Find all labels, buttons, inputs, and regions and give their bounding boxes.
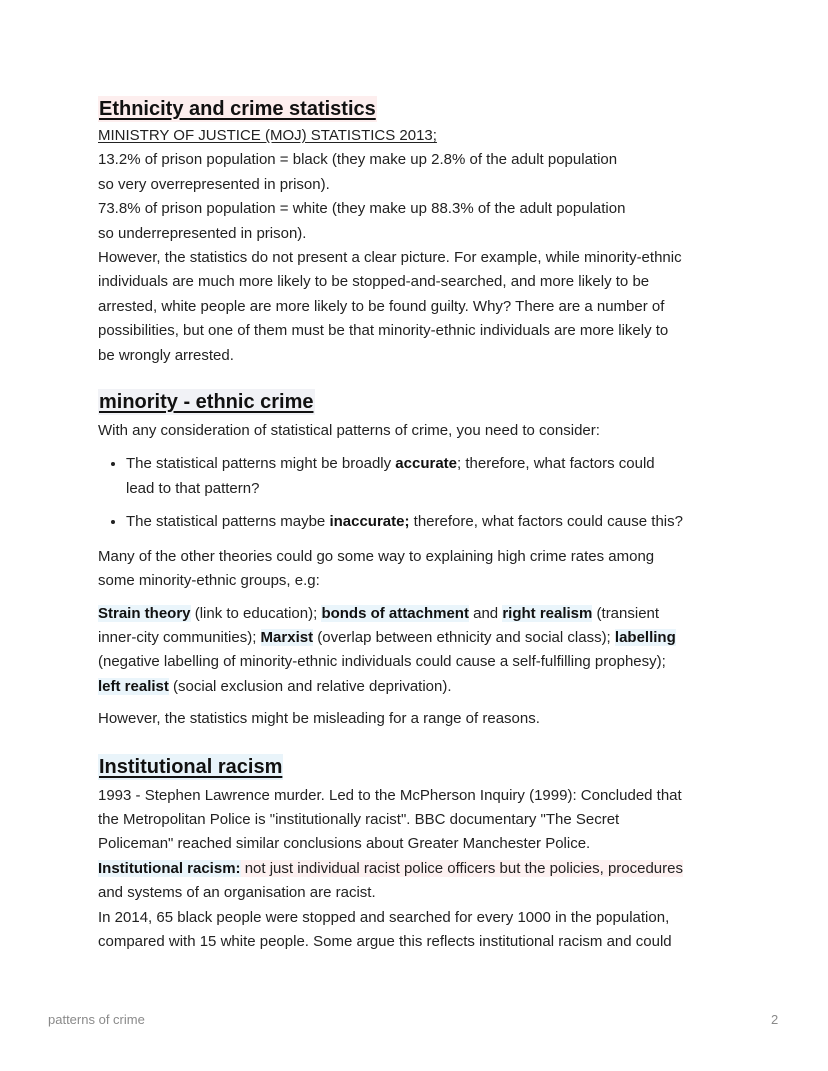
moj-subheading: MINISTRY OF JUSTICE (MOJ) STATISTICS 2013; [98,127,437,144]
stat-line: 73.8% of prison population = white (they make up 88.3% of the adult population [98,200,626,218]
paragraph-line: arrested, white people are more likely to be found guilty. Why? There are a number of [98,297,665,315]
stat-line: so very overrepresented in prison). [98,175,330,193]
document-page [98,96,748,954]
paragraph-line: 1993 - Stephen Lawrence murder. Led to the McPherson Inquiry (1999): Concluded that [98,786,682,804]
definition-line: Institutional racism: not just individual racist police officers but the policies, procedures [98,859,683,877]
footer-title: patterns of crime [48,1012,145,1027]
theories-intro: Many of the other theories could go some way to explaining high crime rates among some minority-ethnic groups, e.g: [98,547,655,590]
paragraph-line: However, the statistics do not present a clear picture. For example, while minority-ethnic [98,249,682,267]
definition-line: and systems of an organisation are racist. [98,884,376,902]
closing-text: However, the statistics might be misleading for a range of reasons. [98,710,540,728]
section-heading-minority-ethnic-crime: minority - ethnic crime [99,391,314,414]
intro-text: With any consideration of statistical patterns of crime, you need to consider: [98,422,600,440]
stat-line: so underrepresented in prison). [98,224,307,242]
paragraph-line: possibilities, but one of them must be that minority-ethnic individuals are more likely to [98,322,669,340]
paragraph-line: the Metropolitan Police is "institutionally racist". BBC documentary "The Secret [98,810,620,828]
theories-paragraph: Strain theory (link to education); bonds of attachment and right realism (transient inner-city communities); Marxist (overlap between ethnicity and social class); labelling (negative labelling of minority-ethnic individuals could cause a self-fulfilling prophesy); left realist (social exclusion and relative deprivation). [98,604,676,695]
page-number: 2 [771,1012,779,1027]
list-item: • The statistical patterns maybe inaccurate; therefore, what factors could cause this? [126,510,748,534]
section-heading-institutional-racism: Institutional racism [99,755,283,778]
section-heading-ethnicity-crime-statistics: Ethnicity and crime statistics [99,98,376,120]
paragraph-line: Policeman" reached similar conclusions about Greater Manchester Police. [98,835,591,853]
paragraph-line: In 2014, 65 black people were stopped and searched for every 1000 in the population, [98,908,670,926]
paragraph-line: individuals are much more likely to be stopped-and-searched, and more likely to be [98,273,650,291]
stat-line: 13.2% of prison population = black (they make up 2.8% of the adult population [98,151,618,169]
list-item: • The statistical patterns might be broadly accurate; therefore, what factors could lead to that pattern? [126,452,748,501]
considerations-list [98,452,748,534]
paragraph-line: compared with 15 white people. Some argue this reflects institutional racism and could [98,932,672,950]
paragraph-line: be wrongly arrested. [98,346,234,364]
